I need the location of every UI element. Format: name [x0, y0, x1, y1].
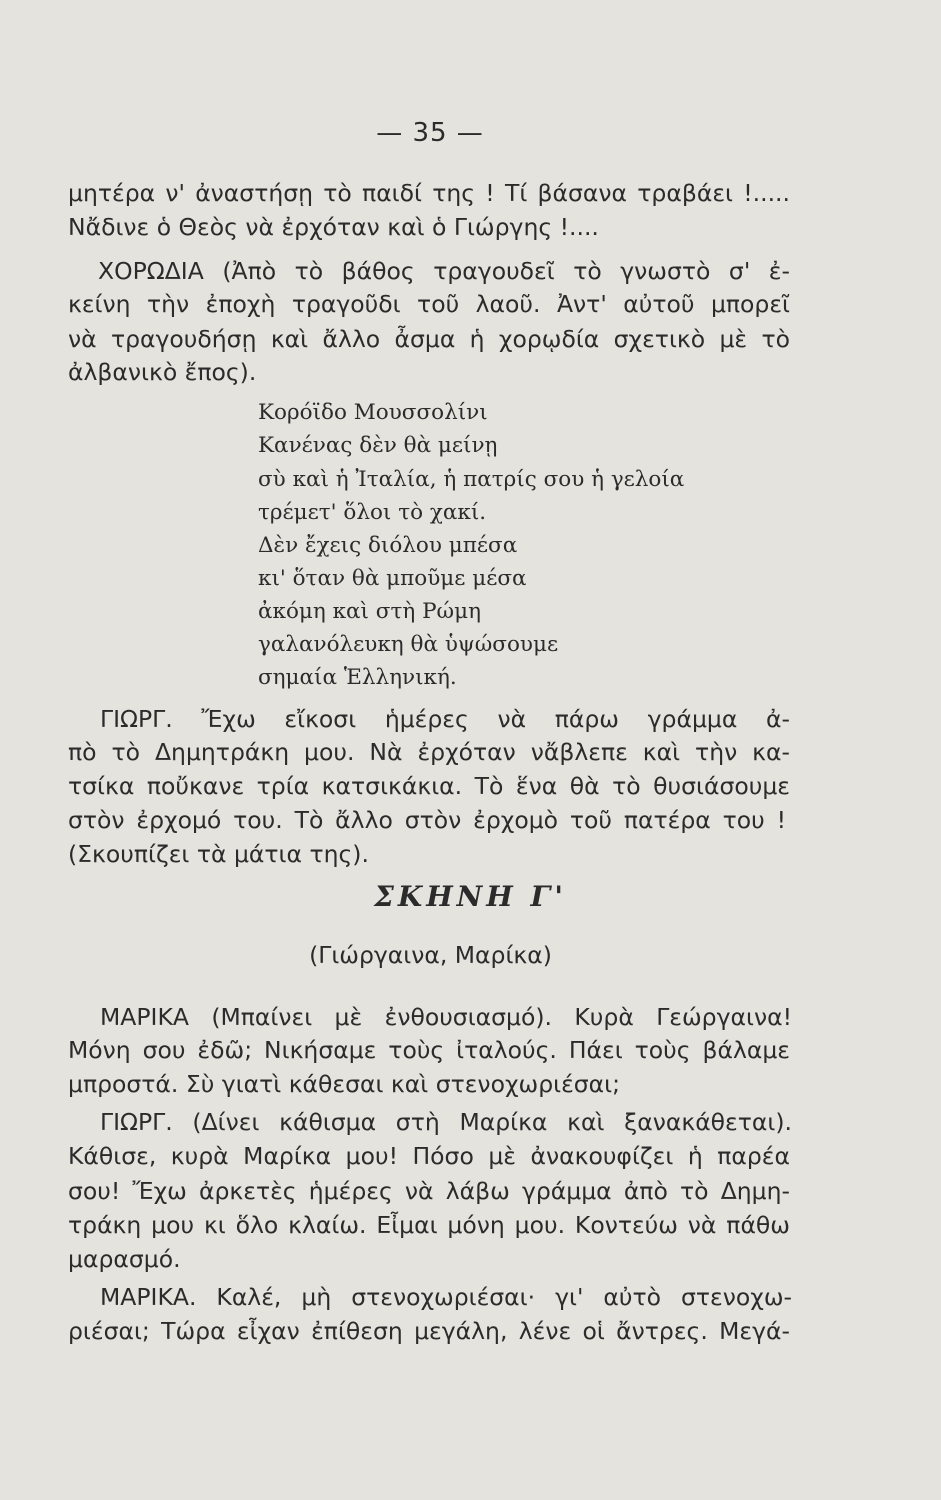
- text-line: ΜΑΡΙΚΑ. Καλέ, μὴ στενοχωριέσαι· γι' αὐτὸ στενοχω-: [100, 1283, 792, 1311]
- verse-line: Δὲν ἔχεις διόλου μπέσα: [258, 533, 518, 558]
- text-line: ΓΙΩΡΓ. (Δίνει κάθισμα στὴ Μαρίκα καὶ ξανακάθεται).: [100, 1108, 792, 1136]
- text-line: μητέρα ν' ἀναστήσῃ τὸ παιδί της ! Τί βάσανα τραβάει !.....: [68, 179, 790, 207]
- verse-line: Κανένας δὲν θὰ μείνῃ: [258, 433, 498, 458]
- text-line: ἀλβανικὸ ἔπος).: [68, 358, 257, 386]
- verse-line: σημαία Ἑλληνική.: [258, 665, 457, 690]
- text-line: (Σκουπίζει τὰ μάτια της).: [68, 840, 369, 868]
- text-line: νὰ τραγουδήσῃ καὶ ἄλλο ἆσμα ἡ χορῳδία σχετικὸ μὲ τὸ: [68, 325, 790, 353]
- verse-line: σὺ καὶ ἡ Ἰταλία, ἡ πατρίς σου ἡ γελοία: [258, 467, 685, 492]
- verse-line: ἀκόμη καὶ στὴ Ρώμη: [258, 599, 481, 624]
- verse-line: Κορόϊδο Μουσσολίνι: [258, 400, 488, 425]
- verse-line: τρέμετ' ὅλοι τὸ χακί.: [258, 500, 487, 525]
- text-line: τσίκα ποὔκανε τρία κατσικάκια. Τὸ ἕνα θὰ τὸ θυσιάσουμε: [68, 772, 790, 800]
- text-line: κείνη τὴν ἐποχὴ τραγοῦδι τοῦ λαοῦ. Ἀντ' αὐτοῦ μπορεῖ: [68, 290, 790, 318]
- text-line: πὸ τὸ Δημητράκη μου. Νὰ ἐρχόταν νἄβλεπε καὶ τὴν κα-: [68, 738, 790, 766]
- text-line: Νἄδινε ὁ Θεὸς νὰ ἐρχόταν καὶ ὁ Γιώργης !....: [68, 213, 599, 241]
- text-line: ριέσαι; Τώρα εἶχαν ἐπίθεση μεγάλη, λένε οἱ ἄντρες. Μεγά-: [68, 1317, 790, 1345]
- text-line: τράκη μου κι ὅλο κλαίω. Εἶμαι μόνη μου. Κοντεύω νὰ πάθω: [68, 1211, 790, 1239]
- text-line: μπροστά. Σὺ γιατὶ κάθεσαι καὶ στενοχωριέσαι;: [68, 1070, 621, 1098]
- text-line: Κάθισε, κυρὰ Μαρίκα μου! Πόσο μὲ ἀνακουφίζει ἡ παρέα: [68, 1142, 790, 1170]
- text-line: Μόνη σου ἐδῶ; Νικήσαμε τοὺς ἰταλούς. Πάει τοὺς βάλαμε: [68, 1036, 790, 1064]
- text-line: ΜΑΡΙΚΑ (Μπαίνει μὲ ἐνθουσιασμό). Κυρὰ Γεώργαινα!: [100, 1003, 792, 1031]
- scene-characters: (Γιώργαινα, Μαρίκα): [309, 941, 552, 969]
- scene-heading: ΣΚΗΝΗ Γ': [374, 880, 567, 913]
- text-line: ΧΟΡΩΔΙΑ (Ἀπὸ τὸ βάθος τραγουδεῖ τὸ γνωστὸ σ' ἐ-: [98, 257, 790, 285]
- text-line: ΓΙΩΡΓ. Ἔχω εἴκοσι ἡμέρες νὰ πάρω γράμμα ἀ-: [100, 705, 790, 733]
- text-line: μαρασμό.: [68, 1245, 181, 1273]
- verse-line: γαλανόλευκη θὰ ὑψώσουμε: [258, 632, 559, 657]
- text-line: στὸν ἐρχομό του. Τὸ ἄλλο στὸν ἐρχομὸ τοῦ πατέρα του !: [68, 806, 786, 834]
- verse-line: κι' ὅταν θὰ μποῦμε μέσα: [258, 566, 527, 591]
- page-number: — 35 —: [376, 118, 484, 148]
- text-line: σου! Ἔχω ἀρκετὲς ἡμέρες νὰ λάβω γράμμα ἀπὸ τὸ Δημη-: [68, 1177, 790, 1205]
